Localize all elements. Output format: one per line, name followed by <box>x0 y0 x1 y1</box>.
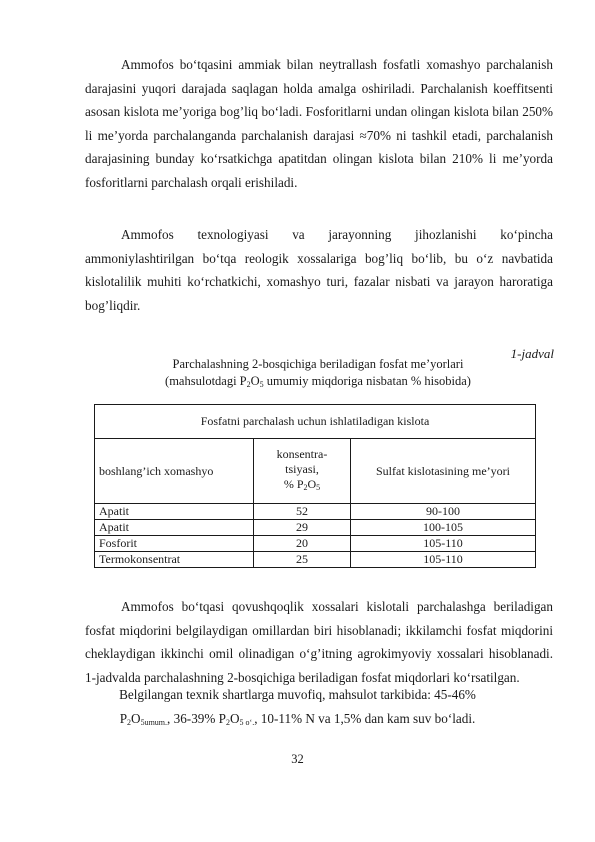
table-number-label: 1-jadval <box>510 346 554 361</box>
table-row <box>95 552 536 568</box>
cell-norm: 105-110 <box>351 552 536 568</box>
page-number: 32 <box>291 752 304 766</box>
cell-concentration: 29 <box>254 520 351 536</box>
table-row <box>95 520 536 536</box>
cell-material: Apatit <box>95 504 254 520</box>
table-row <box>95 536 536 552</box>
table-caption-subtitle: (mahsulotdagi $P_2O_5$ umumiy miqdoriga nisbatan % hisobida) <box>165 374 471 389</box>
cell-concentration: 20 <box>254 536 351 552</box>
table-header-span: Fosfatni parchalash uchun ishlatiladigan kislota <box>95 405 536 439</box>
closing-line-1: Belgilangan texnik shartlarga muvofiq, mahsulot tarkibida: 45-46% <box>119 687 476 702</box>
phosphate-norms-table <box>94 404 536 568</box>
table-row <box>95 504 536 520</box>
paragraph-intro: Ammofos bo‘tqasini ammiak bilan neytrallash fosfatli xomashyo parchalanish darajasini yuqori darajada saqlagan holda amalga oshiriladi. Parchalanish koeffitsenti asosan kislota me’yoriga bog’liq bo‘ladi. Fosforitlarni undan olingan kislota bilan 250% li me’yorda parchalanganda parchalanish darajasi ≈70% ni tashkil etadi, parchalanish darajasining bunday ko‘rsatkichga apatitdan olingan kislota bilan 210% li me’yorda fosforitlarni parchalash orqali erishiladi. <box>85 57 553 190</box>
paragraph-viscosity: Ammofos bo‘tqasi qovushqoqlik xossalari kislotali parchalashga beriladigan fosfat miqdorini belgilaydigan omillardan biri hisoblanadi; ikkilamchi fosfat miqdorini cheklaydigan ikkinchi omil olinadigan o‘g’itning agrokimyoviy xossalari hisoblanadi. 1-jadvalda parchalashning 2-bosqichiga beriladigan fosfat miqdorlari ko‘rsatilgan. <box>85 599 553 685</box>
cell-material: Fosforit <box>95 536 254 552</box>
cell-material: Termokonsentrat <box>95 552 254 568</box>
closing-line-2: $P_2O_{5umum.}$, 36-39% $P_2O_{5 o‘.}$, 10-11% N va 1,5% dan kam suv bo‘ladi. <box>119 711 476 727</box>
cell-norm: 90-100 <box>351 504 536 520</box>
cell-concentration: 52 <box>254 504 351 520</box>
column-header-concentration: konsentra- tsiyasi, % $P_2O_5$ <box>254 439 351 504</box>
cell-material: Apatit <box>95 520 254 536</box>
cell-norm: 100-105 <box>351 520 536 536</box>
paragraph-technology: Ammofos texnologiyasi va jarayonning jihozlanishi ko‘pincha ammoniylashtirilgan bo‘tqa reologik xossalariga bog’liq bo‘lib, bu o‘z navbatida kislotalilik muhiti ko‘rchatkichi, xomashyo turi, fazalar nisbati va jarayon haroratiga bog’liqdir. <box>85 227 553 313</box>
cell-norm: 105-110 <box>351 536 536 552</box>
column-header-sulfuric-norm: Sulfat kislotasining me’yori <box>351 439 536 504</box>
table-caption-title: Parchalashning 2-bosqichiga beriladigan fosfat me’yorlari <box>172 357 464 371</box>
column-header-material: boshlang’ich xomashyo <box>95 439 254 504</box>
cell-concentration: 25 <box>254 552 351 568</box>
